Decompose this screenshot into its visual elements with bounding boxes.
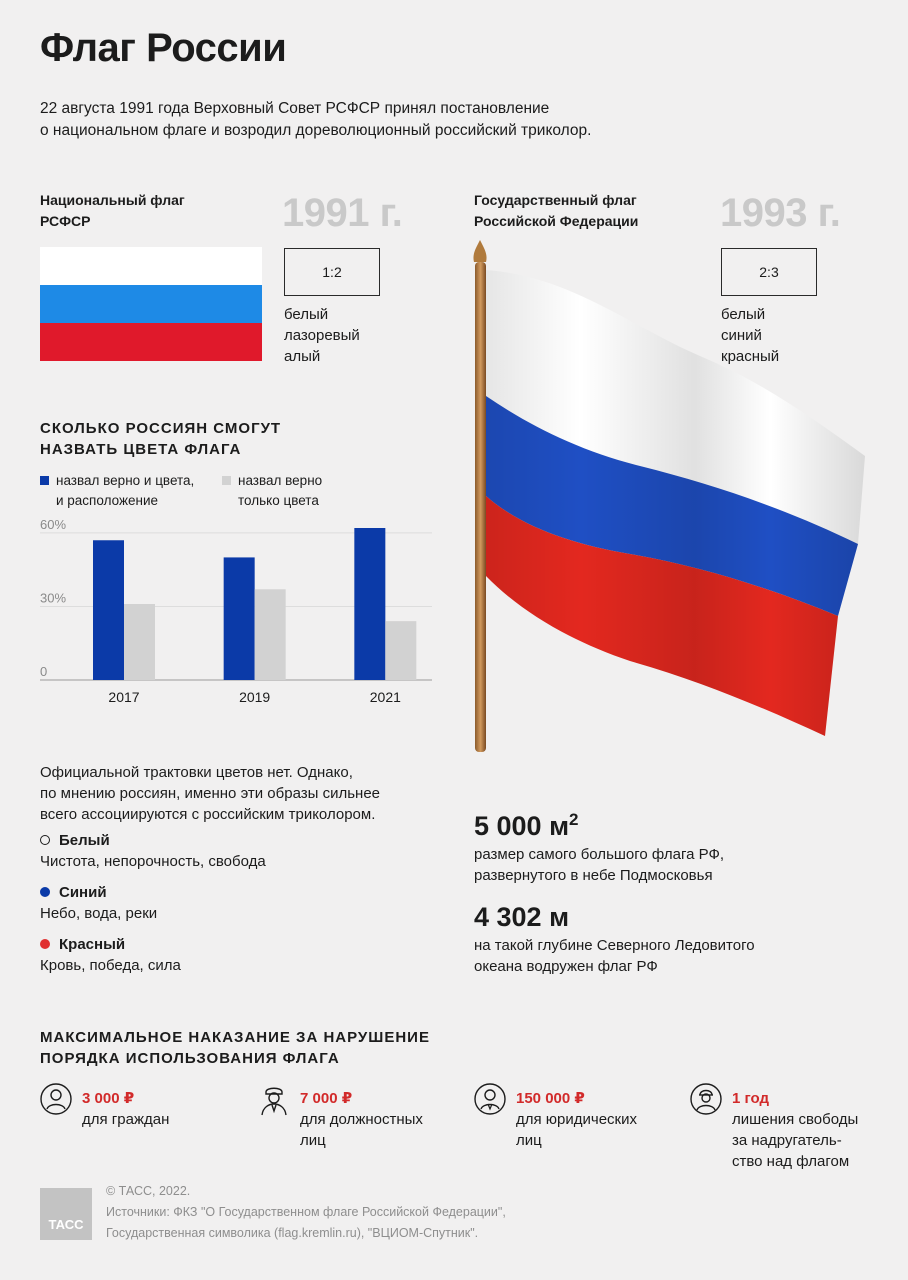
fact-unit-superscript: 2 [569,810,579,829]
legend-label: только цвета [238,493,319,508]
symbol-red [40,934,380,976]
symbol-name: Синий [59,884,107,901]
penalty-subject: ство над флагом [732,1153,850,1170]
fact-description [474,935,755,977]
flag-1991-label [40,190,185,232]
penalty-subject: для должностных [300,1111,423,1128]
flag-shading [486,270,865,736]
symbolism-intro [40,762,380,825]
flag-color-name: лазоревый [284,327,360,344]
penalty-subject: лиц [516,1132,542,1149]
flag-1991-label-line: Национальный флаг [40,192,185,208]
legend-item-gray [222,471,372,511]
survey-heading-line: НАЗВАТЬ ЦВЕТА ФЛАГА [40,441,242,458]
flag-color-name: белый [284,306,329,323]
red-dot-icon [40,939,50,949]
symbol-meaning: Чистота, непорочность, свобода [40,853,266,870]
penalties-heading [40,1027,430,1069]
legend-swatch [40,476,49,485]
penalty-legal-entities [474,1083,674,1151]
legend-label: назвал верно и цвета, [56,473,195,488]
bar-colors-only-2019 [255,589,286,680]
flag-color-name: алый [284,348,321,365]
flag-1993-label-line: Российской Федерации [474,213,639,229]
legend-label: и расположение [56,493,159,508]
symbol-meaning: Кровь, победа, сила [40,957,181,974]
symbol-blue [40,882,380,924]
legend-item-blue [40,471,220,511]
flag-stripe-scarlet [40,323,262,361]
symbol-name: Красный [59,936,126,953]
symbol-name: Белый [59,832,110,849]
footer-sources [106,1181,506,1244]
penalty-amount: 150 000 ₽ [516,1090,585,1107]
rsfsr-flag [40,247,262,361]
flag-1991-year: 1991 г. [282,191,403,235]
legend-swatch [222,476,231,485]
white-dot-icon [40,835,50,845]
page-title: Флаг России [40,26,287,70]
flag-color-name: красный [721,348,780,365]
flag-1993-ratio: 2:3 [721,248,817,296]
flag-1991-label-line: РСФСР [40,213,91,229]
penalty-subject: для граждан [82,1111,170,1128]
citizen-icon [40,1083,72,1115]
flag-1991-ratio: 1:2 [284,248,380,296]
bar-colors-and-order-2019 [224,557,255,680]
official-icon [258,1083,290,1117]
intro-line: 22 августа 1991 года Верховный Совет РСФСР принял постановление [40,100,550,117]
symbolism-intro-line: Официальной трактовки цветов нет. Однако, [40,764,353,781]
symbolism-intro-line: по мнению россиян, именно эти образы сильнее [40,785,380,802]
penalty-citizens [40,1083,240,1130]
blue-dot-icon [40,887,50,897]
fact-description-line: размер самого большого флага РФ, [474,846,725,863]
fact-ocean-depth [474,902,755,977]
y-tick-label: 0 [40,664,48,679]
intro-text [40,98,660,142]
fact-largest-flag [474,810,724,886]
fact-description-line: развернутого в небе Подмосковья [474,867,713,884]
penalty-subject: лишения свободы [732,1111,859,1128]
survey-heading [40,418,281,460]
penalty-subject: лиц [300,1132,326,1149]
bar-colors-only-2021 [385,621,416,680]
bar-colors-and-order-2017 [93,540,124,680]
penalty-subject: для юридических [516,1111,637,1128]
fact-number: 5 000 м [474,811,570,841]
flag-pole [475,262,486,752]
penalties-heading-line: ПОРЯДКА ИСПОЛЬЗОВАНИЯ ФЛАГА [40,1050,340,1067]
penalty-imprisonment [690,1083,890,1172]
flag-1991-colors [284,304,360,367]
fact-description [474,844,724,886]
flag-stripe-azure [40,285,262,323]
tass-logo: ТАСС [40,1188,92,1240]
x-tick-label: 2017 [108,689,140,705]
flag-stripe-white [40,247,262,285]
survey-bar-chart [40,518,440,710]
penalties-heading-line: МАКСИМАЛЬНОЕ НАКАЗАНИЕ ЗА НАРУШЕНИЕ [40,1029,430,1046]
flag-1993-year: 1993 г. [720,191,841,235]
y-tick-label: 60% [40,518,67,532]
pole-finial [473,240,486,262]
penalty-amount: 7 000 ₽ [300,1090,353,1107]
symbol-white [40,830,380,872]
sources-line: Государственная символика (flag.kremlin.ru), "ВЦИОМ-Спутник". [106,1226,479,1240]
sources-line: Источники: ФКЗ "О Государственном флаге Российской Федерации", [106,1205,506,1219]
fact-value: 4 302 м [474,902,570,932]
penalty-amount: 1 год [732,1090,770,1107]
prisoner-icon [690,1083,722,1115]
flag-1993-label-line: Государственный флаг [474,192,637,208]
flag-color-name: белый [721,306,766,323]
copyright-text: © ТАСС, 2022. [106,1184,191,1198]
x-tick-label: 2021 [369,689,401,705]
fact-description-line: океана водружен флаг РФ [474,958,658,975]
bar-colors-only-2017 [124,604,155,680]
survey-heading-line: СКОЛЬКО РОССИЯН СМОГУТ [40,420,282,437]
flag-1993-label [474,190,638,232]
penalty-subject: за надругатель- [732,1132,842,1149]
fact-description-line: на такой глубине Северного Ледовитого [474,937,755,954]
fact-value [474,810,724,842]
legend-label: назвал верно [238,473,323,488]
penalty-amount: 3 000 ₽ [82,1090,135,1107]
bar-colors-and-order-2021 [354,528,385,680]
penalty-officials [258,1083,458,1151]
legal-entity-icon [474,1083,506,1115]
russian-federation-flag-illustration [460,236,880,760]
flag-color-name: синий [721,327,762,344]
y-tick-label: 30% [40,590,67,606]
symbol-meaning: Небо, вода, реки [40,905,158,922]
x-tick-label: 2019 [239,689,271,705]
symbolism-intro-line: всего ассоциируются с российским триколором. [40,806,376,823]
intro-line: о национальном флаге и возродил дореволюционный российский триколор. [40,122,592,139]
